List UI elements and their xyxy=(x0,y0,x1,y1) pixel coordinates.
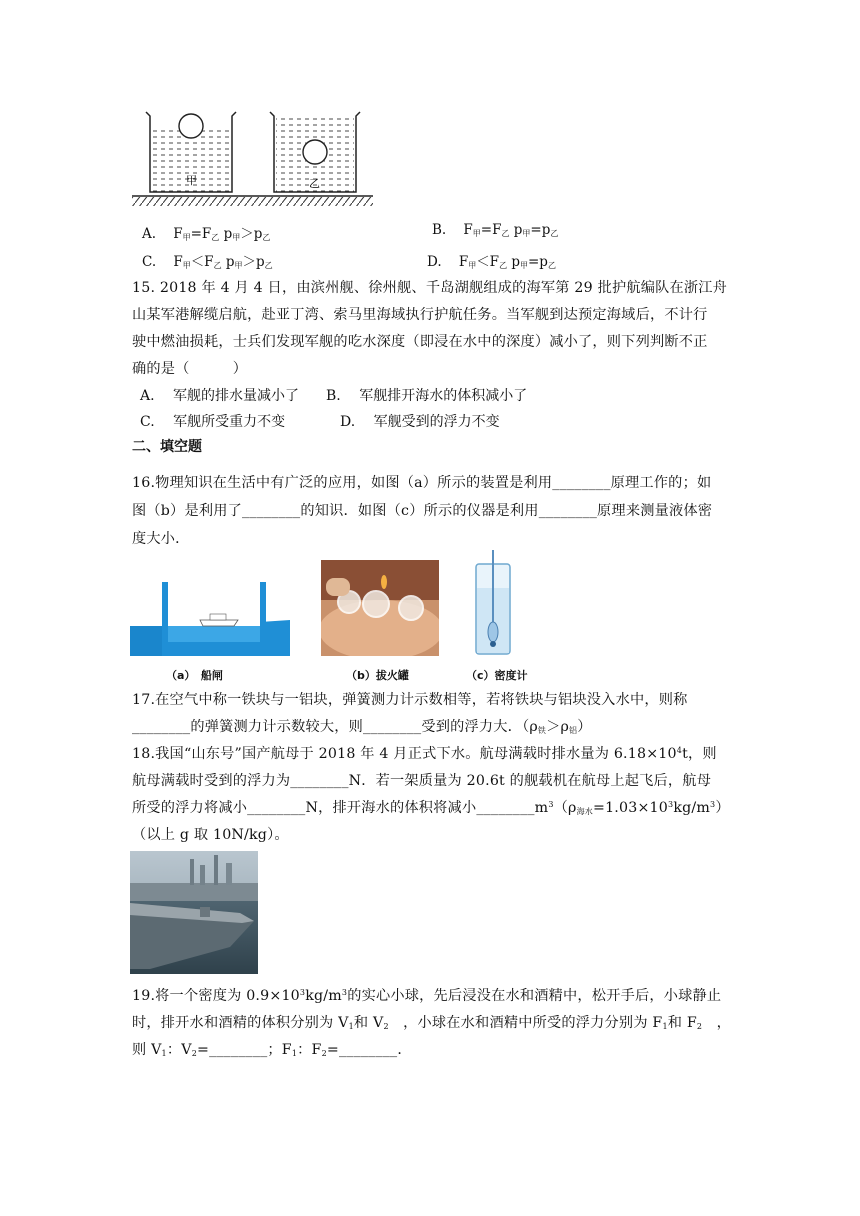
label-jia: 甲 xyxy=(186,174,197,187)
q15-line-3: 驶中燃油损耗，士兵们发现军舰的吃水深度（即浸在水中的深度）减小了，则下列判断不正 xyxy=(132,334,708,350)
q15-option-d: D. 军舰受到的浮力不变 xyxy=(340,414,500,430)
caption-cupping: （b）拔火罐 xyxy=(346,669,409,682)
beaker-yi xyxy=(270,112,360,192)
q19-line-3: 则 $V_1$：$V_2=\_\_\_\_\_\_\_\_$；$F_1$：$F_2=\_\_\_\_\_\_\_\_$． xyxy=(132,1042,412,1058)
q17-line-1: 17.在空气中称一铁块与一铝块，弹簧测力计示数相等，若将铁块与铝块没入水中，则称 xyxy=(132,692,688,708)
q15-option-a: A. 军舰的排水量减小了 xyxy=(140,388,300,404)
beaker-jia xyxy=(146,112,236,192)
section-title: 二、填空题 xyxy=(132,439,202,455)
q14-option-b: B. $F_甲=F_乙$ $p_甲=p_乙$ xyxy=(432,222,559,238)
ball-yi xyxy=(303,140,327,164)
q14-option-c: C. $F_甲<F_乙$ $p_甲>p_乙$ xyxy=(142,254,273,270)
q18-line-4: （以上 g 取 10N/kg）。 xyxy=(132,827,289,843)
caption-hydrometer: （c）密度计 xyxy=(466,669,528,682)
q17-line-2: ________的弹簧测力计示数较大，则________受到的浮力大．$(\rho_铁>\rho_铝)$ xyxy=(132,719,592,735)
q14-option-d: D. $F_甲<F_乙$ $p_甲=p_乙$ xyxy=(427,254,556,270)
q16-line-1: 16.物理知识在生活中有广泛的应用，如图（a）所示的装置是利用________原理工作的；如 xyxy=(132,475,712,491)
q18-line-2: 航母满载时受到的浮力为________N．若一架质量为 20.6t 的舰载机在航母上起飞后，航母 xyxy=(132,773,712,789)
cupping-image xyxy=(321,560,439,656)
q15-line-2: 山某军港解缆启航，赴亚丁湾、索马里海域执行护航任务。当军舰到达预定海域后，不计行 xyxy=(132,307,708,323)
ball-jia xyxy=(179,114,203,138)
ship-lock-image xyxy=(130,582,290,656)
beakers-figure xyxy=(128,104,378,216)
q15-option-b: B. 军舰排开海水的体积减小了 xyxy=(326,388,528,404)
q18-line-3: 所受的浮力将减小________N，排开海水的体积将减小$\_\_\_\_\_\_\_\_m^3(\rho_{海水}=1.03\times 10^3kg/m^3)$ xyxy=(132,800,730,816)
q15-line-4: 确的是（ ） xyxy=(132,361,248,377)
q15-line-1: 15. 2018 年 4 月 4 日，由滨州舰、徐州舰、千岛湖舰组成的海军第 29 批护航编队在浙江舟 xyxy=(132,280,728,296)
q16-line-2: 图（b）是利用了________的知识．如图（c）所示的仪器是利用________原理来测量液体密 xyxy=(132,503,713,519)
q14-option-a: A. $F_甲=F_乙$ $p_甲>p_乙$ xyxy=(142,226,271,242)
caption-ship-lock: （a） 船闸 xyxy=(166,669,223,682)
q19-line-2: 时，排开水和酒精的体积分别为 $V_1$和 $V_2$ ，小球在水和酒精中所受的浮力分别为 $F_1$和 $F_2$ ， xyxy=(132,1015,731,1031)
label-yi: 乙 xyxy=(309,177,320,190)
hydrometer-image xyxy=(470,548,520,658)
q19-line-1: 19.将一个密度为 $0.9\times 10^3kg/m^3$的实心小球，先后浸没在水和酒精中，松开手后，小球静止 xyxy=(132,988,722,1004)
q16-line-3: 度大小． xyxy=(132,531,190,547)
aircraft-carrier-photo xyxy=(130,851,258,974)
q18-line-1: 18.我国“山东号”国产航母于 2018 年 4 月正式下水。航母满载时排水量为 $6.18\times 10^4t$，则 xyxy=(132,746,717,762)
q15-option-c: C. 军舰所受重力不变 xyxy=(140,414,286,430)
